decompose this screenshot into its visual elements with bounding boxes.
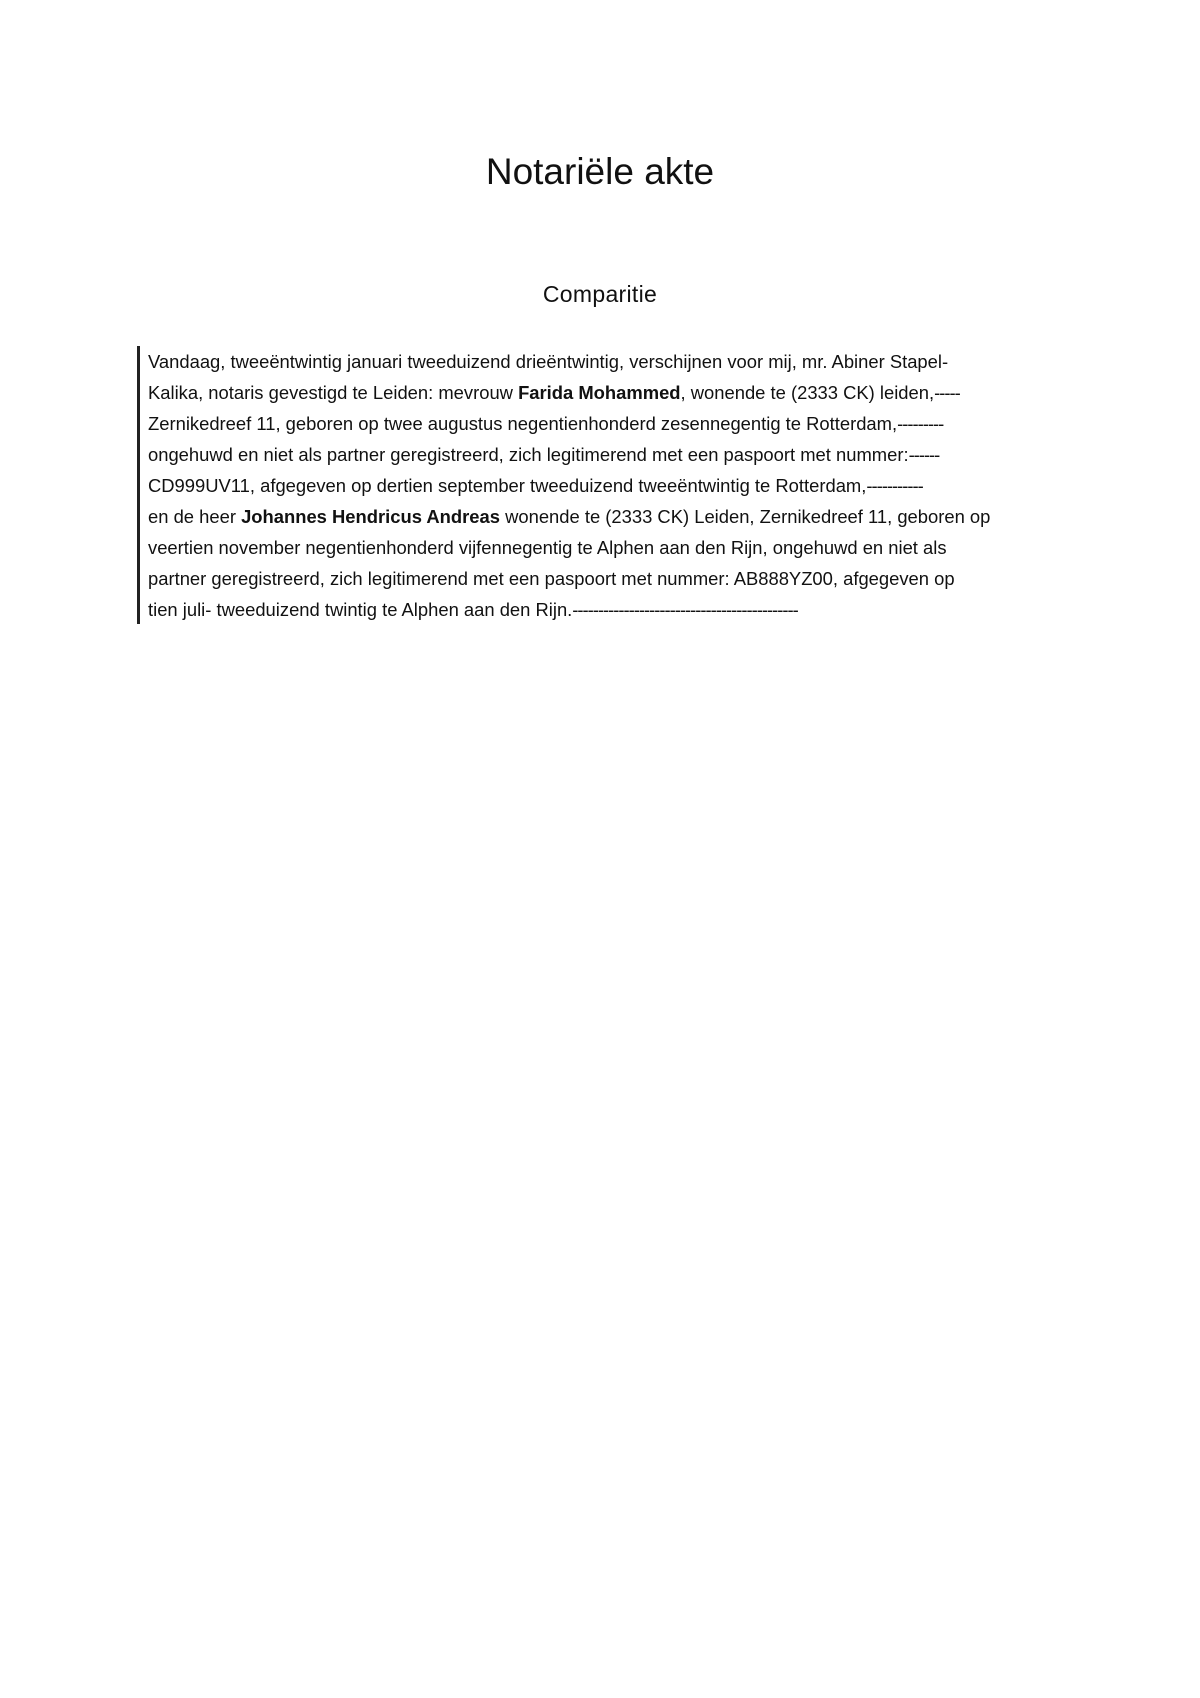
line-filler: ------ xyxy=(908,444,940,465)
comparitie-paragraph xyxy=(148,346,1060,625)
paragraph-line: tien juli- tweeduizend twintig te Alphen aan den Rijn.-------------------------------------------- xyxy=(148,599,798,620)
paragraph-line: Kalika, notaris gevestigd te Leiden: mevrouw Farida Mohammed, wonende te (2333 CK) leiden,----- xyxy=(148,382,960,403)
line-filler: ----------- xyxy=(866,475,923,496)
paragraph-line: partner geregistreerd, zich legitimerend met een paspoort met nummer: AB888YZ00, afgegeven op xyxy=(148,568,955,589)
paragraph-line: en de heer Johannes Hendricus Andreas wonende te (2333 CK) Leiden, Zernikedreef 11, geboren op xyxy=(148,506,991,527)
paragraph-line: ongehuwd en niet als partner geregistreerd, zich legitimerend met een paspoort met nummer:------ xyxy=(148,444,940,465)
section-heading: Comparitie xyxy=(542,281,658,307)
line-filler: -------------------------------------------- xyxy=(572,599,798,620)
paragraph-line: veertien november negentienhonderd vijfennegentig te Alphen aan den Rijn, ongehuwd en niet als xyxy=(148,537,947,558)
line-filler: ----- xyxy=(934,382,960,403)
party-name: Johannes Hendricus Andreas xyxy=(241,506,500,527)
line-filler: --------- xyxy=(897,413,944,434)
document-title: Notariële akte xyxy=(485,151,715,192)
paragraph-line: CD999UV11, afgegeven op dertien september tweeduizend tweeëntwintig te Rotterdam,----------- xyxy=(148,475,923,496)
revision-bar xyxy=(137,346,140,624)
paragraph-line: Vandaag, tweeëntwintig januari tweeduizend drieëntwintig, verschijnen voor mij, mr. Abiner Stapel- xyxy=(148,351,949,372)
paragraph-line: Zernikedreef 11, geboren op twee augustus negentienhonderd zesennegentig te Rotterdam,--------- xyxy=(148,413,944,434)
party-name: Farida Mohammed xyxy=(518,382,681,403)
